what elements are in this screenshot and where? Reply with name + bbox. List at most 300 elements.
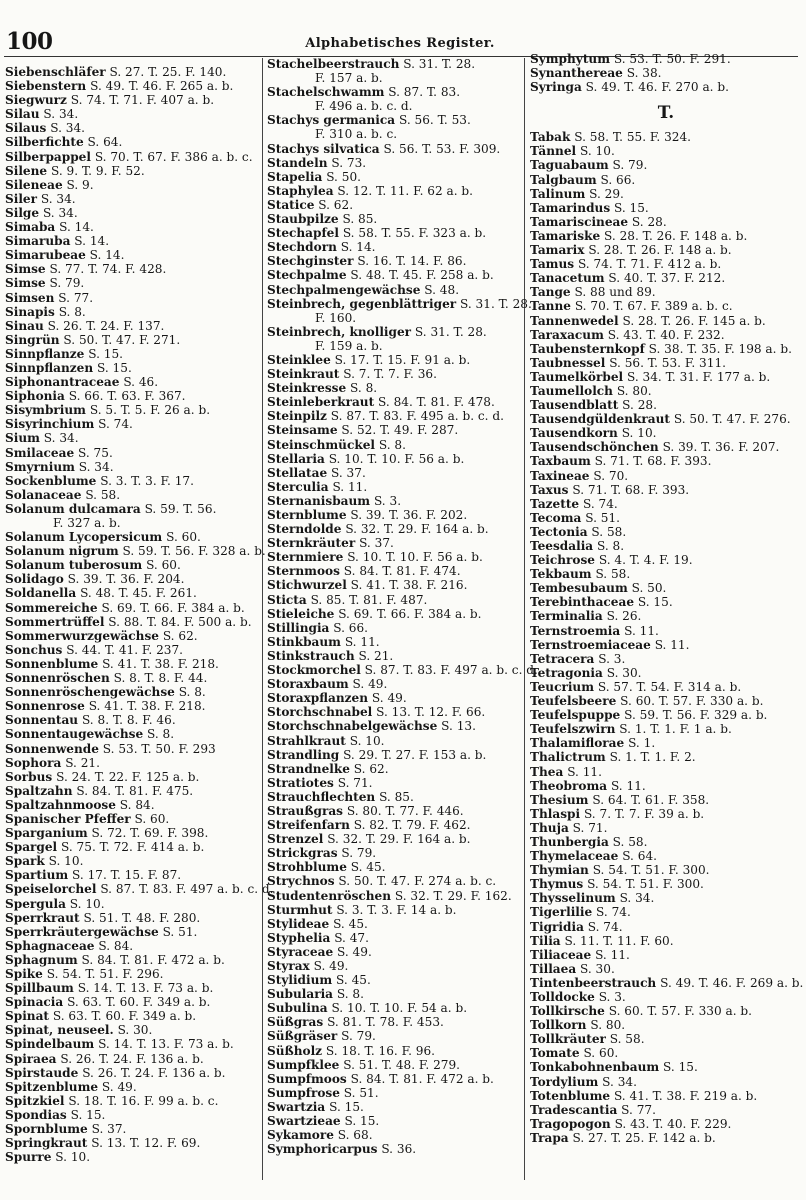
- entry-term: Terminalia: [530, 609, 603, 624]
- entry-term: Silene: [5, 163, 48, 178]
- entry-term: Siegwurz: [5, 93, 67, 108]
- entry-term: Tausendgüldenkraut: [530, 412, 670, 427]
- entry-term: Tännel: [530, 144, 577, 159]
- entry-term: Thesium: [530, 792, 589, 807]
- entry-term: Strychnos: [267, 874, 335, 889]
- entry-term: Strauchflechten: [267, 789, 376, 804]
- entry-reference: S. 81. T. 78. F. 453.: [327, 1015, 444, 1030]
- entry-term: Spartium: [5, 868, 69, 883]
- entry-reference: S. 60.: [146, 558, 181, 573]
- index-entry: [530, 1018, 802, 1032]
- entry-term: Spitzenblume: [5, 1079, 99, 1094]
- index-entry: [5, 939, 261, 953]
- entry-term: Thlaspi: [530, 806, 581, 821]
- index-entry: [530, 807, 802, 821]
- entry-term: Swartzieae: [267, 1114, 341, 1129]
- entry-reference: S. 85.: [342, 212, 378, 227]
- entry-term: Sphagnum: [5, 952, 78, 967]
- index-entry: [5, 1108, 261, 1122]
- index-entry: [5, 375, 261, 389]
- entry-reference: S. 84. T. 81. F. 478.: [378, 395, 495, 410]
- entry-reference: S. 8. T. 8. F. 44.: [113, 671, 208, 686]
- index-entry: [267, 1128, 522, 1142]
- index-entry: [530, 469, 802, 483]
- index-entry: [5, 1122, 261, 1136]
- entry-term: Steinsame: [267, 423, 338, 438]
- entry-term: Stieleiche: [267, 606, 335, 621]
- entry-term: Süßholz: [267, 1043, 323, 1058]
- column-divider: [524, 58, 525, 1180]
- entry-term: Teichrose: [530, 553, 595, 568]
- entry-reference: S. 30.: [606, 665, 642, 680]
- entry-reference: S. 21.: [358, 648, 394, 663]
- entry-reference: S. 56. T. 53.: [398, 113, 471, 128]
- index-entry: [267, 677, 522, 691]
- entry-reference: S. 49.: [101, 1079, 137, 1094]
- entry-reference: S. 70. T. 67. F. 389 a. b. c.: [574, 299, 733, 314]
- index-column-3: [530, 52, 802, 1145]
- entry-term: Tazette: [530, 496, 580, 511]
- entry-reference: S. 26. T. 24. F. 136 a. b.: [82, 1065, 226, 1080]
- entry-reference: S. 7. T. 7. F. 39 a. b.: [583, 806, 705, 821]
- entry-reference: S. 62.: [353, 761, 389, 776]
- entry-reference: S. 50.: [326, 169, 361, 184]
- entry-term: Spondias: [5, 1107, 67, 1122]
- index-entry: [267, 1100, 522, 1114]
- index-entry: [267, 212, 522, 226]
- index-entry: [530, 356, 802, 370]
- index-entry: [5, 868, 261, 882]
- entry-term: Speiselorchel: [5, 882, 97, 897]
- entry-term: Stinkbaum: [267, 634, 341, 649]
- entry-reference: S. 59. T. 56. F. 328 a. b.: [122, 544, 266, 559]
- entry-term: Stechpalmengewächse: [267, 282, 421, 297]
- entry-reference: S. 49.: [313, 959, 349, 973]
- entry-reference: S. 43. T. 40. F. 229.: [614, 1116, 732, 1131]
- entry-reference: S. 51.: [343, 1085, 379, 1100]
- entry-reference: F. 157 a. b.: [315, 71, 383, 86]
- page-number: 100: [6, 28, 53, 55]
- index-entry: [5, 305, 261, 319]
- entry-reference: S. 5. T. 5. F. 26 a. b.: [89, 403, 211, 418]
- index-entry: [267, 635, 522, 649]
- index-entry: [267, 1072, 522, 1086]
- entry-reference: S. 56. T. 53. F. 311.: [609, 355, 726, 370]
- entry-term: Stechdorn: [267, 240, 337, 255]
- entry-reference: S. 3.: [598, 990, 626, 1004]
- index-entry: [267, 578, 522, 592]
- entry-term: Tragopogon: [530, 1116, 611, 1131]
- entry-term: Strickgras: [267, 846, 338, 861]
- index-entry: [530, 497, 802, 511]
- entry-reference: S. 58.: [85, 487, 121, 502]
- index-entry: [5, 192, 261, 206]
- entry-reference: S. 26.: [606, 609, 642, 624]
- index-entry: [267, 85, 522, 99]
- entry-reference: S. 79.: [341, 846, 377, 861]
- entry-reference: S. 58.: [591, 524, 627, 539]
- index-entry: [267, 452, 522, 466]
- entry-reference: S. 11.: [332, 479, 368, 494]
- index-entry: [530, 483, 802, 497]
- entry-reference: S. 39. T. 36. F. 202.: [350, 508, 468, 522]
- index-entry: [267, 593, 522, 607]
- entry-reference: S. 27. T. 25. F. 142 a. b.: [572, 1130, 716, 1145]
- entry-term: Sykamore: [267, 1128, 334, 1143]
- index-entry: [267, 142, 522, 156]
- index-entry: [267, 874, 522, 888]
- entry-term: Sonnenröschen: [5, 671, 110, 686]
- entry-reference: S. 88 und 89.: [574, 285, 656, 300]
- entry-reference: F. 159 a. b.: [315, 338, 383, 353]
- entry-reference: S. 11.: [344, 634, 380, 649]
- entry-term: Tigridia: [530, 919, 584, 934]
- entry-reference: S. 45.: [336, 973, 371, 988]
- index-entry: [5, 699, 261, 713]
- index-column-2: [267, 57, 538, 1157]
- index-entry: [267, 395, 522, 409]
- index-entry: [530, 567, 802, 581]
- entry-reference: S. 72. T. 69. F. 398.: [91, 826, 209, 841]
- entry-term: Tollkirsche: [530, 1004, 605, 1019]
- entry-term: Studentenröschen: [267, 888, 392, 903]
- index-entry: [530, 666, 802, 680]
- entry-reference: S. 87. T. 83. F. 497 a. b. c. d.: [364, 663, 538, 678]
- index-entry: [530, 426, 802, 440]
- index-entry: [5, 488, 261, 502]
- index-entry: [530, 328, 802, 342]
- entry-term: Spergula: [5, 896, 66, 911]
- entry-reference: F. 327 a. b.: [53, 516, 121, 530]
- entry-reference: S. 14.: [340, 240, 376, 255]
- entry-reference: S. 50. T. 47. F. 274 a. b. c.: [338, 874, 497, 889]
- index-entry: [267, 776, 522, 790]
- index-entry: [530, 1117, 802, 1131]
- index-entry: [267, 691, 522, 705]
- entry-reference: S. 9.: [66, 177, 94, 192]
- entry-term: Stachys silvatica: [267, 141, 380, 156]
- index-entry: [5, 417, 261, 431]
- entry-reference: S. 49. T. 46. F. 265 a. b.: [90, 79, 234, 94]
- entry-reference: S. 8.: [378, 437, 406, 452]
- entry-term: Tamus: [530, 257, 575, 272]
- entry-reference: S. 1. T. 1. F. 2.: [609, 750, 696, 765]
- index-entry: [5, 981, 261, 995]
- entry-reference: S. 49. T. 46. F. 270 a. b.: [585, 80, 729, 95]
- entry-term: Stechpalme: [267, 268, 347, 283]
- index-entry: [530, 52, 802, 66]
- entry-term: Tollkräuter: [530, 1032, 606, 1047]
- index-entry: [530, 215, 802, 229]
- entry-term: Spindelbaum: [5, 1037, 95, 1052]
- entry-term: Taxineae: [530, 468, 590, 483]
- entry-term: Spinat, neuseel.: [5, 1023, 114, 1038]
- entry-reference: S. 34.: [602, 1074, 637, 1089]
- entry-term: Sinapis: [5, 304, 55, 319]
- entry-term: Tanne: [530, 299, 571, 314]
- entry-term: Siebenschläfer: [5, 65, 106, 79]
- entry-reference: S. 73.: [331, 155, 367, 170]
- index-entry: [5, 107, 261, 121]
- index-column-1: [5, 65, 274, 1165]
- entry-term: Simse: [5, 276, 46, 291]
- entry-reference: S. 54. T. 51. F. 300.: [587, 877, 704, 892]
- index-entry: [5, 164, 261, 178]
- entry-term: Siler: [5, 191, 37, 206]
- entry-reference: S. 34.: [43, 107, 79, 122]
- entry-term: Taubnessel: [530, 355, 606, 370]
- entry-term: Sticta: [267, 592, 307, 607]
- index-entry: [267, 466, 522, 480]
- index-entry: [267, 254, 522, 268]
- index-entry: [5, 1150, 261, 1164]
- entry-reference: S. 14.: [74, 234, 110, 249]
- entry-term: Süßgräser: [267, 1029, 338, 1044]
- entry-term: Tilia: [530, 933, 561, 948]
- entry-reference: S. 31. T. 28.: [460, 296, 532, 311]
- entry-reference: S. 53. T. 50. F. 293: [102, 741, 216, 756]
- index-entry: [5, 742, 261, 756]
- entry-reference: S. 3. T. 3. F. 14 a. b.: [336, 902, 457, 917]
- index-entry: [267, 903, 522, 917]
- entry-reference: S. 10. T. 10. F. 56 a. b.: [328, 451, 465, 466]
- entry-term: Tekbaum: [530, 567, 592, 582]
- entry-term: Straußgras: [267, 803, 343, 818]
- index-entry: [5, 1136, 261, 1150]
- entry-term: Sium: [5, 431, 40, 446]
- index-entry: [267, 325, 522, 339]
- entry-reference: S. 26. T. 24. F. 136 a. b.: [60, 1051, 204, 1066]
- entry-reference: S. 69. T. 66. F. 384 a. b.: [338, 606, 482, 621]
- entry-reference: S. 58. T. 55. F. 324.: [574, 130, 692, 145]
- entry-reference: S. 9. T. 9. F. 52.: [50, 163, 145, 178]
- index-entry: [530, 201, 802, 215]
- entry-term: Steinleberkraut: [267, 395, 375, 410]
- index-entry: [267, 536, 522, 550]
- entry-reference: S. 47.: [334, 930, 369, 945]
- entry-reference: S. 84. T. 81. F. 472 a. b.: [81, 952, 225, 967]
- entry-term: Sternanisbaum: [267, 493, 371, 508]
- entry-term: Teufelspuppe: [530, 708, 621, 723]
- index-entry: [5, 319, 261, 333]
- index-entry-continuation: [267, 339, 522, 353]
- index-entry: [5, 629, 261, 643]
- index-entry: [267, 353, 522, 367]
- index-entry: [5, 1037, 261, 1051]
- entry-term: Sternmiere: [267, 550, 344, 565]
- entry-reference: S. 58.: [609, 1032, 645, 1047]
- entry-reference: S. 58. T. 55. F. 323 a. b.: [342, 226, 487, 241]
- index-entry: [530, 793, 802, 807]
- index-entry: [5, 798, 261, 812]
- entry-reference: S. 17. T. 15. F. 91 a. b.: [334, 352, 471, 367]
- entry-reference: S. 60. T. 57. F. 330 a. b.: [608, 1004, 753, 1019]
- index-entry: [530, 1131, 802, 1145]
- entry-reference: S. 69. T. 66. F. 384 a. b.: [101, 600, 245, 615]
- index-entry: [267, 804, 522, 818]
- entry-term: Sonnenwende: [5, 741, 99, 756]
- entry-reference: S. 60.: [134, 811, 170, 826]
- entry-reference: S. 26. T. 24. F. 137.: [47, 318, 165, 333]
- entry-reference: S. 36.: [381, 1142, 417, 1157]
- entry-term: Taguabaum: [530, 158, 609, 173]
- entry-reference: S. 34.: [619, 891, 655, 906]
- entry-term: Stechapfel: [267, 226, 339, 241]
- entry-term: Styrax: [267, 959, 310, 973]
- entry-term: Taraxacum: [530, 327, 604, 342]
- entry-reference: S. 21.: [65, 755, 100, 770]
- index-entry: [267, 494, 522, 508]
- entry-term: Stratiotes: [267, 775, 334, 790]
- entry-reference: S. 4. T. 4. F. 19.: [598, 553, 693, 568]
- entry-term: Spirstaude: [5, 1065, 79, 1080]
- entry-reference: S. 87. T. 83.: [388, 85, 461, 100]
- entry-reference: S. 38.: [626, 66, 662, 81]
- entry-term: Strenzel: [267, 832, 324, 847]
- entry-reference: S. 30.: [117, 1023, 153, 1038]
- entry-reference: S. 77.: [58, 290, 94, 305]
- index-entry: [5, 1066, 261, 1080]
- entry-term: Sileneae: [5, 177, 63, 192]
- entry-reference: S. 30.: [580, 961, 615, 976]
- entry-reference: S. 46.: [123, 375, 159, 390]
- entry-term: Solanaceae: [5, 487, 82, 502]
- index-entry-continuation: [267, 99, 522, 113]
- entry-term: Steinkraut: [267, 367, 340, 382]
- entry-term: Sumpfklee: [267, 1057, 340, 1072]
- entry-term: Styraceae: [267, 944, 334, 959]
- entry-term: Silge: [5, 205, 40, 220]
- index-entry: [5, 1023, 261, 1037]
- entry-reference: S. 56. T. 53. F. 309.: [383, 141, 501, 156]
- entry-reference: S. 59. T. 56.: [144, 501, 217, 516]
- entry-term: Stylideae: [267, 916, 330, 931]
- entry-term: Siebenstern: [5, 79, 87, 94]
- index-entry: [530, 934, 802, 948]
- entry-term: Smyrnium: [5, 459, 75, 474]
- index-entry: [267, 860, 522, 874]
- entry-reference: S. 80.: [590, 1018, 626, 1033]
- entry-term: Sternkräuter: [267, 536, 356, 551]
- entry-reference: S. 37.: [331, 465, 366, 480]
- entry-reference: S. 11.: [624, 623, 659, 638]
- entry-term: Siphonia: [5, 389, 65, 404]
- index-entry: [267, 790, 522, 804]
- index-entry: [5, 897, 261, 911]
- entry-reference: S. 74. T. 71. F. 412 a. b.: [577, 257, 722, 272]
- index-entry: [5, 615, 261, 629]
- entry-reference: S. 84. T. 81. F. 474.: [343, 564, 461, 579]
- entry-reference: S. 63. T. 60. F. 349 a. b.: [52, 1009, 197, 1024]
- entry-term: Thymian: [530, 863, 589, 878]
- entry-reference: S. 29.: [589, 186, 624, 201]
- entry-term: Strandling: [267, 747, 340, 762]
- entry-term: Stachelschwamm: [267, 85, 385, 100]
- index-entry: [530, 243, 802, 257]
- index-entry: [267, 917, 522, 931]
- index-entry: [5, 953, 261, 967]
- entry-reference: S. 28. T. 26. F. 148 a. b.: [588, 243, 732, 258]
- index-entry: [267, 832, 522, 846]
- index-entry: [267, 1086, 522, 1100]
- index-entry: [267, 226, 522, 240]
- entry-reference: S. 15.: [88, 346, 123, 361]
- entry-reference: S. 10.: [621, 426, 657, 441]
- index-entry: [5, 643, 261, 657]
- entry-reference: S. 63. T. 60. F. 349 a. b.: [67, 995, 211, 1010]
- entry-reference: S. 53. T. 50. F. 291.: [613, 52, 731, 66]
- index-entry: [5, 995, 261, 1009]
- entry-reference: S. 48. T. 45. F. 258 a. b.: [350, 268, 494, 283]
- index-entry: [5, 840, 261, 854]
- entry-term: Sisymbrium: [5, 403, 86, 418]
- index-entry: [267, 184, 522, 198]
- entry-term: Tamariscineae: [530, 214, 629, 229]
- index-entry: [267, 1015, 522, 1029]
- index-entry: [267, 945, 522, 959]
- entry-term: Steinbrech, gegenblättriger: [267, 296, 457, 311]
- entry-reference: S. 3.: [598, 651, 626, 666]
- entry-term: Teufelsbeere: [530, 694, 617, 709]
- entry-reference: S. 34.: [50, 121, 86, 136]
- entry-term: Stachys germanica: [267, 113, 396, 128]
- index-entry: [5, 544, 266, 559]
- entry-term: Staubpilze: [267, 212, 339, 227]
- entry-reference: S. 27. T. 25. F. 140.: [109, 65, 227, 79]
- index-entry: [267, 762, 522, 776]
- entry-term: Tillaea: [530, 961, 577, 976]
- index-entry: [5, 389, 261, 403]
- index-entry: [530, 736, 802, 750]
- entry-term: Tetracera: [530, 651, 595, 666]
- entry-reference: S. 37.: [359, 536, 394, 551]
- entry-term: Storchschnabel: [267, 705, 373, 720]
- entry-term: Ternstroemia: [530, 623, 621, 638]
- entry-reference: S. 39. T. 36. F. 207.: [662, 440, 780, 455]
- index-entry: [5, 248, 261, 262]
- index-entry: [530, 384, 802, 398]
- index-entry: [530, 962, 802, 976]
- entry-term: Sumpfrose: [267, 1085, 340, 1100]
- entry-term: Stillingia: [267, 620, 330, 635]
- entry-term: Styphelia: [267, 930, 331, 945]
- index-entry: [267, 522, 522, 536]
- index-entry: [5, 262, 261, 276]
- index-entry: [5, 1052, 261, 1066]
- entry-reference: S. 75.: [78, 445, 113, 460]
- entry-term: Tordylium: [530, 1074, 599, 1089]
- entry-reference: S. 10.: [55, 1150, 91, 1165]
- entry-reference: S. 74.: [98, 417, 133, 432]
- entry-reference: S. 60.: [583, 1046, 619, 1061]
- index-entry: [5, 431, 261, 445]
- index-entry: [530, 609, 802, 623]
- entry-term: Teufelszwirn: [530, 722, 616, 737]
- index-entry: [5, 1080, 261, 1094]
- index-entry: [267, 240, 522, 254]
- index-entry: [267, 1044, 522, 1058]
- entry-term: Tamarix: [530, 243, 585, 258]
- entry-term: Tannenwedel: [530, 313, 619, 328]
- index-entry: [267, 1114, 522, 1128]
- index-entry: [267, 283, 522, 297]
- entry-term: Stapelia: [267, 169, 323, 184]
- index-entry: [530, 553, 802, 567]
- entry-term: Springkraut: [5, 1136, 88, 1151]
- index-entry: [267, 931, 522, 945]
- entry-reference: S. 3.: [373, 493, 402, 508]
- entry-term: Tigerlilie: [530, 905, 593, 920]
